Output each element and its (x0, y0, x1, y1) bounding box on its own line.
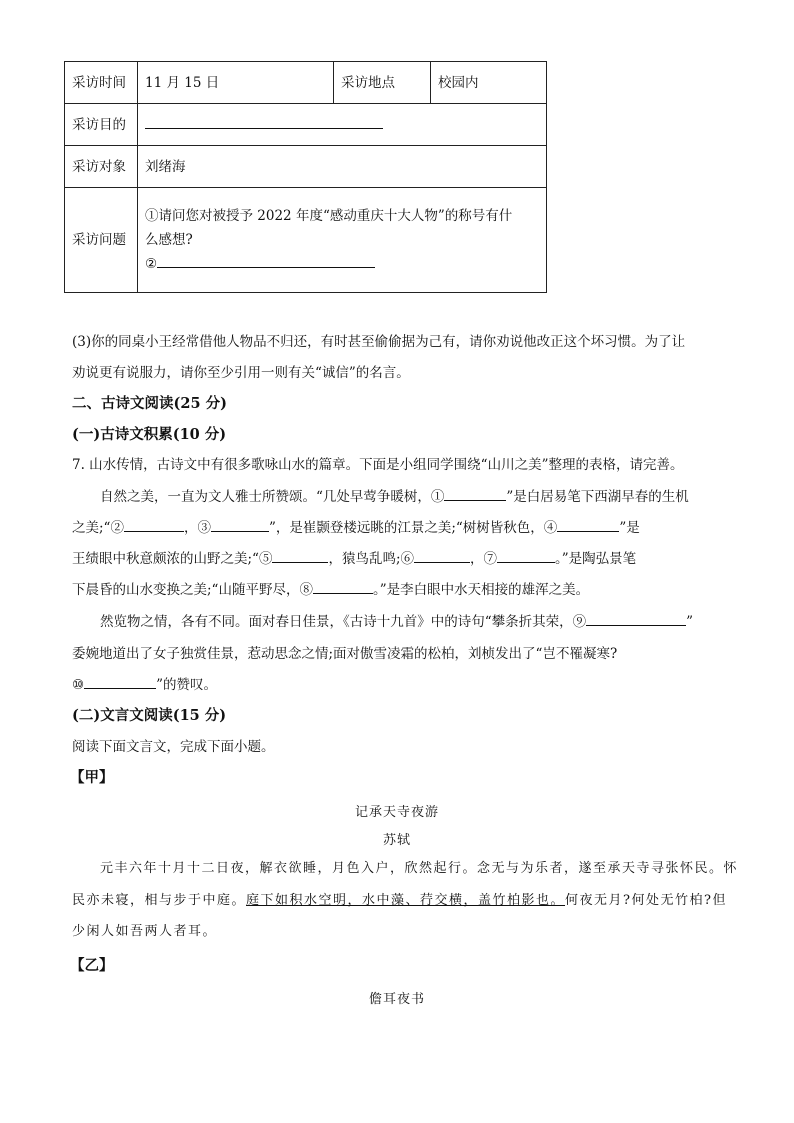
poem-paragraph-line: 王绩眼中秋意颇浓的山野之美;“⑤ ，猿鸟乱鸣;⑥ ，⑦ 。”是陶弘景笔 (72, 547, 724, 571)
passage-yi-tag: 【乙】 (70, 957, 114, 974)
question-1-line-2: 么感想? (145, 232, 193, 248)
table-cell-time-value: 11 月 15 日 (138, 62, 334, 104)
answer-blank[interactable] (124, 517, 184, 532)
passage-jia-title: 记承天寺夜游 (354, 805, 439, 820)
table-cell-question-label: 采访问题 (65, 188, 138, 293)
table-cell-questions (138, 188, 547, 293)
answer-blank[interactable] (145, 114, 383, 129)
question-3-line-1: (3)你的同桌小王经常借他人物品不归还，有时甚至偷偷据为己有，请你劝说他改正这个坏习惯。为了让 (72, 334, 686, 350)
answer-blank[interactable] (272, 548, 328, 563)
table-cell-target-value: 刘绪海 (138, 146, 547, 188)
answer-blank[interactable] (414, 548, 470, 563)
reading-instruction: 阅读下面文言文，完成下面小题。 (72, 739, 275, 755)
question-3-line-2: 劝说更有说服力，请你至少引用一则有关“诚信”的名言。 (72, 365, 410, 381)
poem-paragraph-line: 自然之美，一直为文人雅士所赞颂。“几处早莺争暖树，① ”是白居易笔下西湖早春的生机 (100, 485, 752, 509)
table-cell-place-value: 校园内 (431, 62, 547, 104)
poem-paragraph-line: 下晨昏的山水变换之美;“山随平野尽，⑧ 。”是李白眼中水天相接的雄浑之美。 (72, 578, 724, 602)
answer-blank[interactable] (157, 253, 375, 268)
table-cell-purpose-label: 采访目的 (65, 104, 138, 146)
answer-blank[interactable] (211, 517, 269, 532)
answer-blank[interactable] (586, 611, 686, 626)
underlined-sentence: 庭下如积水空明，水中藻、荇交横，盖竹柏影也。 (246, 893, 566, 908)
subsection-2-title: (二)文言文阅读(15 分) (72, 707, 227, 724)
poem-paragraph-line: 之美;“② ，③ ”，是崔颢登楼远眺的江景之美;“树树皆秋色，④ ”是 (72, 516, 724, 540)
passage-jia-line-1: 元丰六年十月十二日夜，解衣欲睡，月色入户，欣然起行。念无与为乐者，遂至承天寺寻张怀民。怀 (100, 861, 739, 876)
passage-yi-title: 儋耳夜书 (368, 992, 425, 1007)
table-cell-target-label: 采访对象 (65, 146, 138, 188)
table-cell-time-label: 采访时间 (65, 62, 138, 104)
poem-paragraph-line: ⑩ ”的赞叹。 (72, 673, 724, 697)
passage-jia-line-2: 民亦未寝，相与步于中庭。庭下如积水空明，水中藻、荇交横，盖竹柏影也。何夜无月?何处无竹柏?但 (72, 893, 727, 908)
question-1-line-1: ①请问您对被授予 2022 年度“感动重庆十大人物”的称号有什 (145, 208, 513, 224)
answer-blank[interactable] (313, 579, 373, 594)
question-2: ② (145, 252, 539, 276)
section-2-title: 二、古诗文阅读(25 分) (72, 395, 227, 412)
passage-jia-author: 苏轼 (382, 833, 411, 848)
answer-blank[interactable] (497, 548, 555, 563)
passage-jia-tag: 【甲】 (70, 769, 114, 786)
poem-paragraph-line: 委婉地道出了女子独赏佳景，惹动思念之情;面对傲雪凌霜的松柏，刘桢发出了“岂不罹凝寒? (72, 646, 618, 662)
answer-blank[interactable] (557, 517, 619, 532)
poem-paragraph-line: 然览物之情，各有不同。面对春日佳景，《古诗十九首》中的诗句“攀条折其荣，⑨ ” (100, 610, 752, 634)
answer-blank[interactable] (444, 486, 506, 501)
table-cell-purpose-answer[interactable] (138, 104, 547, 146)
passage-jia-line-3: 少闲人如吾两人者耳。 (72, 924, 218, 939)
subsection-1-title: (一)古诗文积累(10 分) (72, 426, 227, 443)
interview-table (64, 61, 547, 293)
answer-blank[interactable] (84, 674, 156, 689)
table-cell-place-label: 采访地点 (334, 62, 431, 104)
question-7-intro: 7. 山水传情，古诗文中有很多歌咏山水的篇章。下面是小组同学围绕“山川之美”整理的表格，请完善。 (72, 457, 684, 473)
